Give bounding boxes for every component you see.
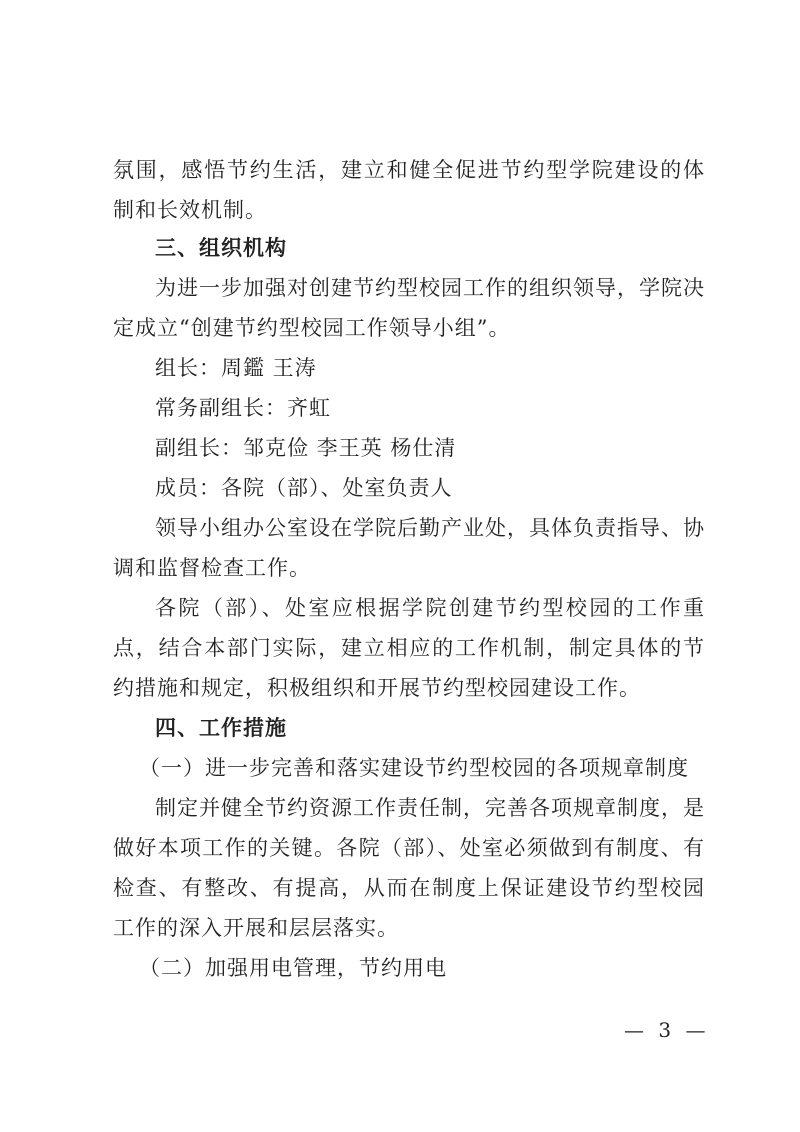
paragraph-intro-continuation: 氛围，感悟节约生活，建立和健全促进节约型学院建设的体制和长效机制。 [113,158,705,222]
paragraph-department-duties: 各院（部）、处室应根据学院创建节约型校园的工作重点，结合本部门实际，建立相应的工作机制，制定具体的节约措施和规定，积极组织和开展节约型校园建设工作。 [113,596,705,700]
section-heading-organization: 三、组织机构 [155,236,287,260]
paragraph-establish-group: 为进一步加强对创建节约型校园工作的组织领导，学院决定成立“创建节约型校园工作领导小组”。 [113,276,705,340]
subheading-regulations: （一）进一步完善和落实建设节约型校园的各项规章制度 [139,756,689,780]
paragraph-deputy-leaders: 副组长：邹克俭 李王英 杨仕清 [155,436,457,460]
paragraph-executive-deputy-leader: 常务副组长：齐虹 [155,396,331,420]
section-heading-measures: 四、工作措施 [155,716,287,740]
subheading-electricity: （二）加强用电管理，节约用电 [139,956,447,980]
paragraph-responsibility-system: 制定并健全节约资源工作责任制，完善各项规章制度，是做好本项工作的关键。各院（部）、处室必须做到有制度、有检查、有整改、有提高，从而在制度上保证建设节约型校园工作的深入开展和层层落实。 [113,796,705,940]
paragraph-office-location: 领导小组办公室设在学院后勤产业处，具体负责指导、协调和监督检查工作。 [113,516,705,580]
paragraph-members: 成员：各院（部）、处室负责人 [155,476,453,500]
page-number: — 3 — [624,1018,710,1042]
paragraph-group-leader: 组长：周鑑 王涛 [155,356,317,380]
